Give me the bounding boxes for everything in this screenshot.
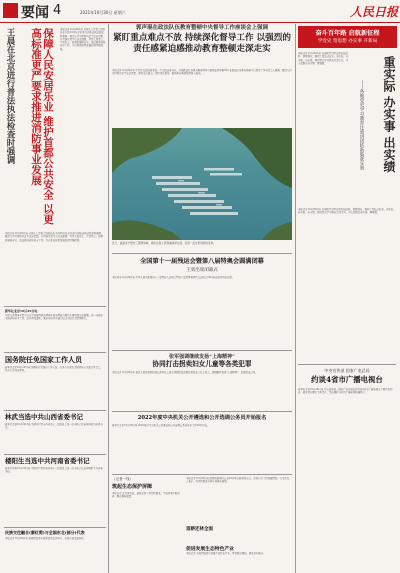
separator (4, 410, 106, 411)
article-kicker: 中央宣传部 国家广电总局 (324, 368, 370, 373)
col2-body: 本报北京10月29日电 中共中央政治局委员、中央政法委书记、全国政法队伍教育整顿领导小组组长郭声琨29日在政法队伍教育整顿中央督导工作座谈会上强调，要深入学习贯彻习近平法治思想，紧盯重点难点，持续深化督导，推动教育整顿取得更大成效。 (112, 69, 292, 76)
col3-article-body: 本报记者 各地因地制宜发展生态特色产业，带动群众增收，推动乡村振兴。 (186, 552, 266, 555)
col3-body: 本报北京10月29日电 国务院新闻办公室29日举行新闻发布会，介绍有关工作进展情况。有关负责人表示，将持续推进各项任务落实落细。 (186, 477, 290, 484)
item-title: 国务院任免国家工作人员 (5, 355, 82, 364)
item-body: 本报北京10月29日电 民族团结进步表彰活动在京举行，各地代表交流经验。 (5, 537, 86, 540)
article-title: 约谈4省市广播电视台 (311, 375, 383, 384)
col1-vertical-title: 王晨在北京进行普法执法检查时强调 (5, 28, 15, 164)
article-title: 2022年度中央机关公开遴选和公开选调公务员开始报名 (137, 415, 267, 421)
separator (112, 474, 292, 475)
column-divider (108, 24, 109, 573)
article-body: 本报西安10月29日电 中华人民共和国第十一届残疾人运动会暨第八届特殊奥林匹克运动会29日晚在陕西西安闭幕。 (112, 276, 235, 279)
photo-caption: 近日，福建省宁德市三都澳海域，渔民在海上养殖渔排间忙碌，呈现一派生机勃勃的景象。 (112, 242, 216, 245)
item-body: 新华社北京10月29日电 国务院任免国家工作人员。任命有关同志为国务院有关部门负责人，免去有关同志职务。 (5, 366, 103, 373)
column-divider (295, 24, 296, 573)
section-marker (3, 3, 18, 18)
separator (4, 527, 106, 528)
banner-subtitle: 学党史 悟思想 办实事 开新局 (317, 39, 378, 44)
article-body: 新华社北京10月29日电 中央宣传部、国家广电总局近日约谈4省市广播电视台主要负责同志，要求切实履行主体责任，坚决维护良好的广播电视传播秩序。 (298, 388, 393, 395)
article-body: 本报北京10月29日电 最高人民检察院检察长张军在上海合作组织成员国总检察长会议上发言，强调继续发扬“上海精神”，加强司法合作。 (112, 371, 258, 374)
page-header (0, 0, 400, 23)
article-title: 协同打击拐卖妇女儿童等各类犯罪 (152, 360, 252, 368)
article-subtitle: 王勇出席闭幕式 (186, 268, 218, 273)
item-body: 新华社郑州10月29日电 中国共产党河南省第十一届委员会第一次全体会议选举楼阳生为省委书记。 (5, 467, 103, 474)
item-title: 民族交往融合(秦红剪)与全国东北(部分)代表 (5, 530, 85, 535)
article-body: 本报记者 在甘肃各地，退耕还林工程持续推进，生态环境不断改善，群众增收致富。 (112, 492, 180, 499)
col4-vertical-subtitle: ——各地党史学习教育注重讲团结新鼓获实效 (359, 80, 364, 170)
banner-title: 奋斗百年路 启航新征程 (315, 30, 380, 37)
col2-headline: 紧盯重点难点不放 持续深化督导工作 以强烈的责任感紧迫感推动教育整顿走深走实 (113, 33, 291, 54)
separator (4, 454, 106, 455)
aerial-sea-illustration (112, 128, 292, 240)
article-title: 退耕还林全面 (186, 527, 213, 532)
col1-headline: 保障人民安居乐业 维护首都公共安全 以更高标准更严要求推进消防事业发展 (30, 28, 54, 225)
col4-headline: 重实际 办实事 出实绩 (382, 56, 396, 173)
item-title: 林武当选中共山西省委书记 (5, 413, 83, 421)
aquaculture-photo (112, 128, 292, 240)
col3-article-title: 促进发展生态特色产业 (186, 546, 234, 552)
masthead-logo: 人民日报 (350, 5, 399, 19)
separator (4, 352, 106, 353)
separator (112, 350, 292, 351)
separator (112, 253, 292, 254)
separator (112, 411, 292, 412)
issue-date: 2021年10月30日 星期六 (80, 10, 126, 15)
article-body: 新华社北京10月29日电 2022年度中央机关公开遴选和公开选调公务员报名工作29日开始。 (112, 424, 210, 427)
col4-body-top: 本报北京10月29日电 各地把学习党史同总结经验、观照现实、推动工作结合起来，重实际、办实事、出实绩，推动党史学习教育走深走实，为人民群众办实事、解难题。 (298, 52, 349, 65)
page-number: 4 (53, 3, 62, 18)
wire-body: 为深入贯彻落实党中央关于加强基层治理体系和治理能力现代化建设的决策部署，进一步做好全国消防安全工作，近日印发通知，要求各地区各部门结合实际认真贯彻执行。 (5, 314, 104, 321)
col1-body-mid: 本报北京10月29日电 全国人大常委会副委员长王晨29日在北京进行消防法执法检查时强调，要深入学习贯彻习近平法治思想，认真落实党中央决策部署，坚持人民至上、生命至上，统筹发展和安全，依法推进消防安全工作，为首都高质量发展提供坚强保障。 (5, 232, 104, 242)
wire-caption: 新华社北京10月29日电 (5, 309, 38, 313)
article-title: 全国第十一届残运会暨第八届特奥会圆满闭幕 (140, 258, 264, 265)
col2-kicker: 郭声琨在政法队伍教育整顿中央督导工作座谈会上强调 (135, 25, 268, 31)
separator (298, 364, 396, 365)
col4-body-mid: 本报北京10月29日电 各地把学习党史同总结经验、观照现实、推动工作结合起来，重实际、办实事、出实绩，推动党史学习教育走深走实，为人民群众办实事、解难题。 (298, 208, 396, 215)
article-kicker: 张军强调继续发扬“上海精神” (169, 354, 235, 360)
item-body: 新华社太原10月29日电 中国共产党山西省第十二届委员会第一次全体会议选举林武为省委书记。 (5, 423, 103, 430)
section-title: 要闻 (21, 5, 49, 21)
col1-body-top: 本报北京10月29日电 全国人大常委会副委员长王晨29日在北京进行消防法执法检查时强调，要深入学习贯彻习近平法治思想，认真落实党中央决策部署，坚持人民至上、生命至上，统筹发展和安全，依法推进消防安全工作，为首都高质量发展提供坚强保障。 (60, 28, 106, 51)
article-title: 筑起生态保护屏障 (112, 484, 153, 490)
article-kicker: （记者一线） (112, 477, 133, 481)
campaign-banner (298, 26, 397, 48)
item-title: 楼阳生当选中共河南省委书记 (5, 457, 90, 465)
separator (4, 306, 106, 307)
